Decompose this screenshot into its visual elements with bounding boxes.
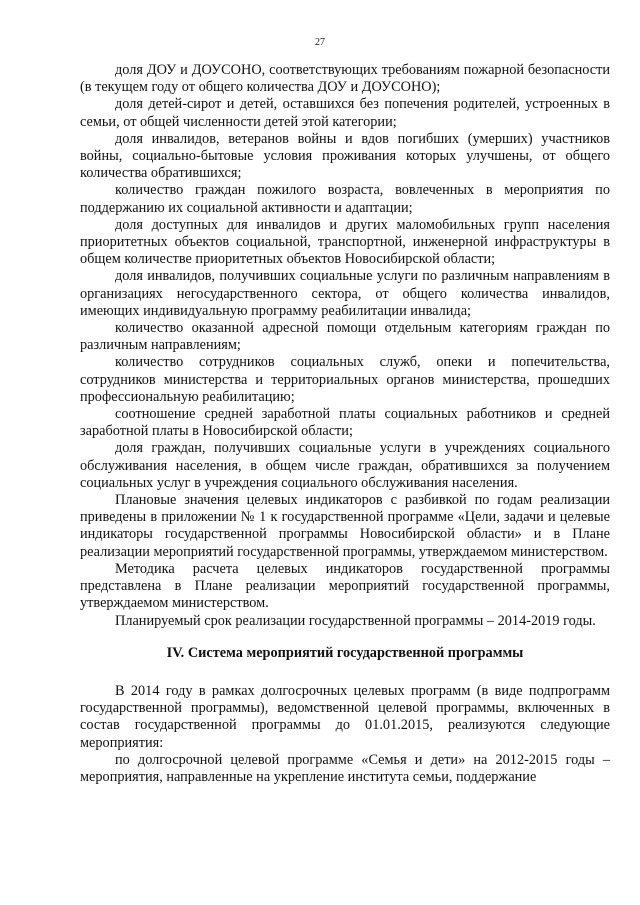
paragraph: доля детей-сирот и детей, оставшихся без попечения родителей, устроенных в семьи, от общей численности детей этой категории; (80, 96, 610, 130)
paragraph: доля инвалидов, ветеранов войны и вдов погибших (умерших) участников войны, социально-бытовые условия проживания которых улучшены, от общего количества обратившихся; (80, 130, 610, 182)
paragraph: по долгосрочной целевой программе «Семья и дети» на 2012-2015 годы – мероприятия, направленные на укрепление института семьи, поддержание (80, 751, 610, 785)
paragraph: доля ДОУ и ДОУСОНО, соответствующих требованиям пожарной безопасности (в текущем году от общего количества ДОУ и ДОУСОНО); (80, 62, 610, 96)
paragraph: доля доступных для инвалидов и других маломобильных групп населения приоритетных объектов социальной, транспортной, инженерной инфраструктуры в общем количестве приоритетных объектов Новосибирской области; (80, 216, 610, 268)
paragraph: количество сотрудников социальных служб, опеки и попечительства, сотрудников министерства и территориальных органов министерства, прошедших профессиональную реабилитацию; (80, 354, 610, 405)
paragraph: количество оказанной адресной помощи отдельным категориям граждан по различным направлениям; (80, 320, 610, 354)
section-heading: IV. Система мероприятий государственной программы (166, 644, 524, 661)
paragraph: Планируемый срок реализации государственной программы – 2014-2019 годы. (115, 612, 596, 629)
paragraph: Плановые значения целевых индикаторов с разбивкой по годам реализации приведены в приложении № 1 к государственной программе «Цели, задачи и целевые индикаторы государственной программы Новосибирской области» и в Плане реализации мероприятий государственной программы, утверждаемом министерством. (80, 492, 610, 560)
paragraph: Методика расчета целевых индикаторов государственной программы представлена в Плане реализации мероприятий государственной программы, утверждаемом министерством. (80, 560, 610, 612)
paragraph: соотношение средней заработной платы социальных работников и средней заработной платы в Новосибирской области; (80, 406, 610, 440)
paragraph: доля инвалидов, получивших социальные услуги по различным направлениям в организациях негосударственного сектора, от общего количества инвалидов, имеющих индивидуальную программу реабилитации инвалида; (80, 268, 610, 319)
page-number: 27 (315, 37, 325, 48)
paragraph: доля граждан, получивших социальные услуги в учреждениях социального обслуживания населения, в общем числе граждан, обратившихся за получением социальных услуг в учреждения социального обслуживания населения. (80, 440, 610, 491)
paragraph: В 2014 году в рамках долгосрочных целевых программ (в виде подпрограмм государственной программы), ведомственной целевой программы, включенных в состав государственной программы до 01.01.2015, реализуются следующие мероприятия: (80, 682, 610, 751)
document-body (80, 62, 610, 786)
paragraph: количество граждан пожилого возраста, вовлеченных в мероприятия по поддержанию их социальной активности и адаптации; (80, 182, 610, 216)
